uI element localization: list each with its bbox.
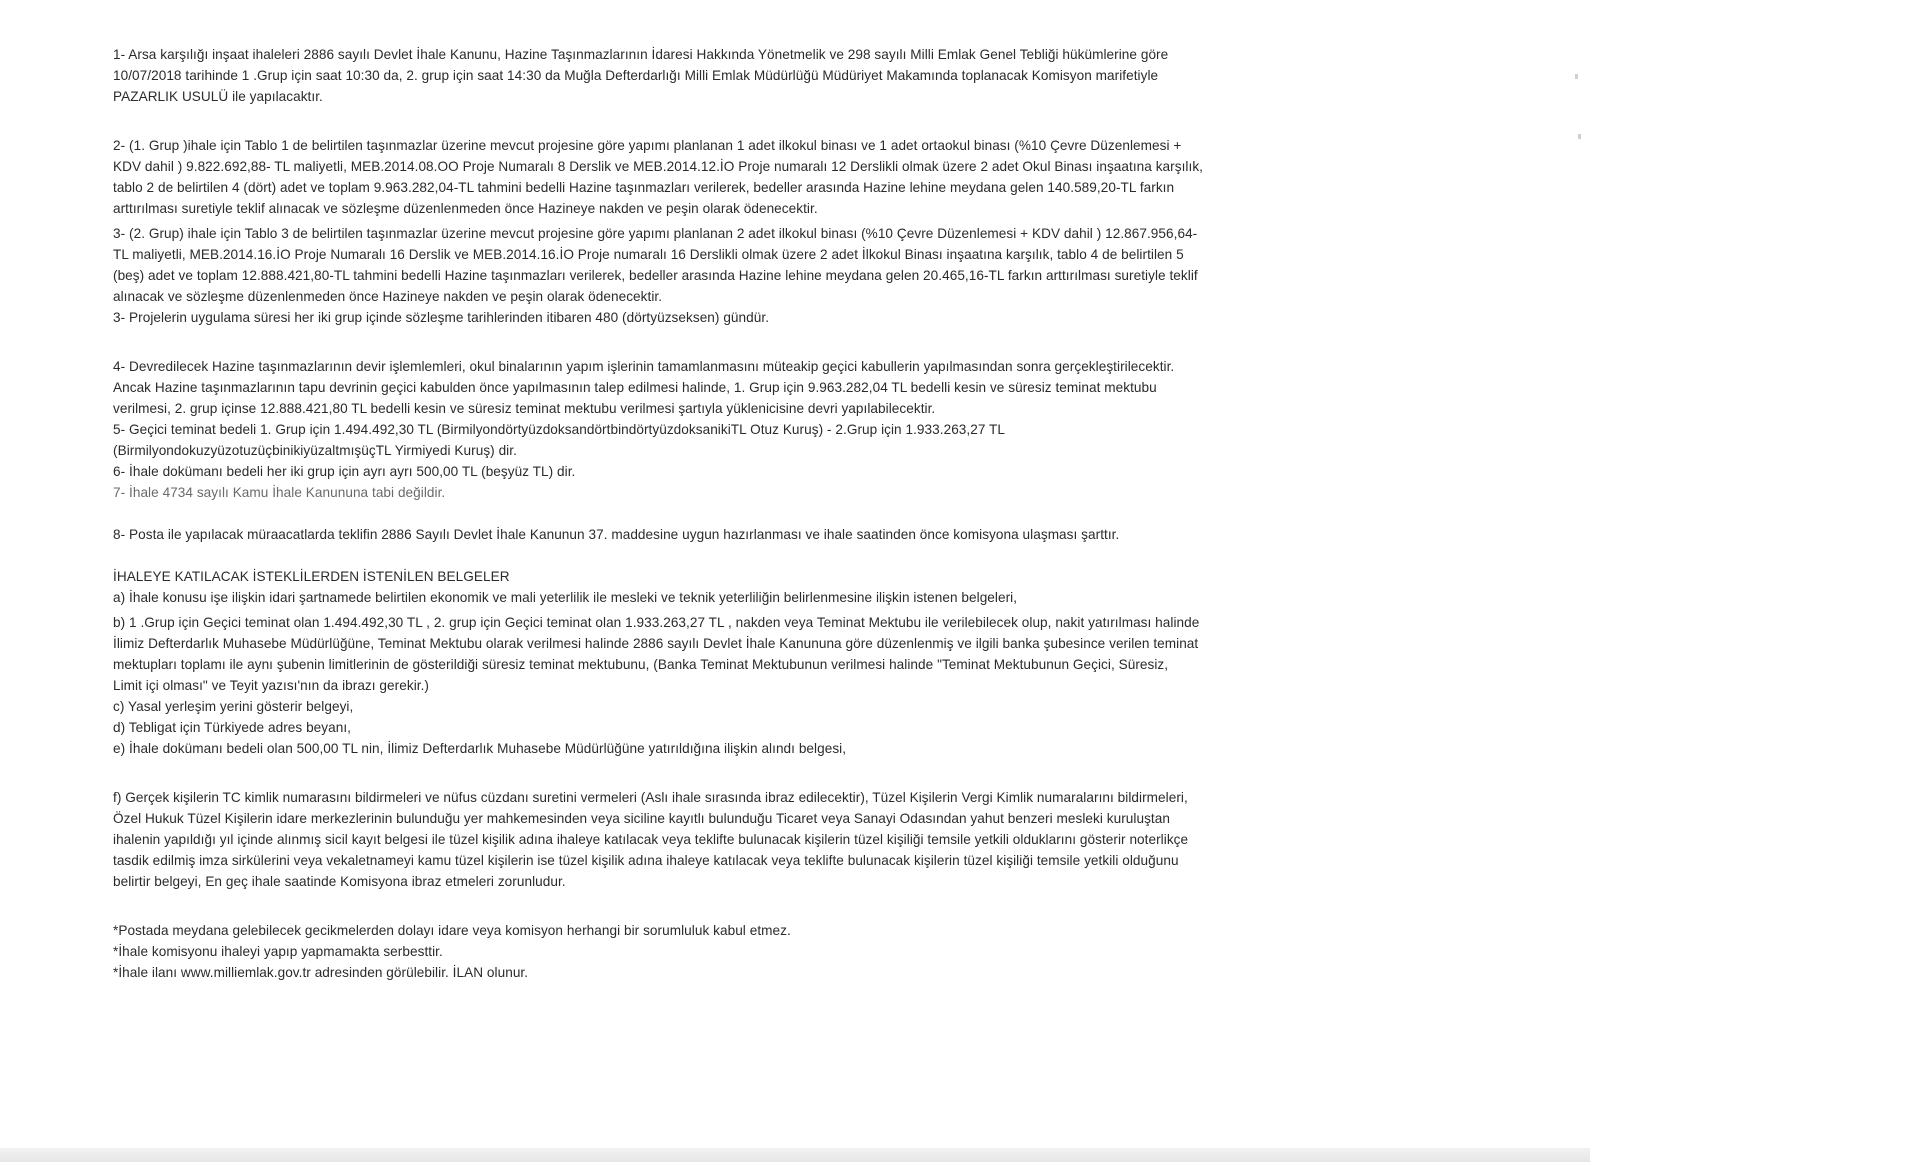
note-line: *Postada meydana gelebilecek gecikmelerden dolayı idare veya komisyon herhangi bir sorumluluk kabul etmez.: [113, 923, 791, 938]
text-line: belirtir belgeyi, En geç ihale saatinde Komisyona ibraz etmeleri zorunludur.: [113, 874, 566, 889]
text-line: 8- Posta ile yapılacak müraacatlarda teklifin 2886 Sayılı Devlet İhale Kanunun 37. maddesine uygun hazırlanması ve ihale saatinden önce komisyona ulaşması şarttır.: [113, 527, 1120, 542]
text-line: 5- Geçici teminat bedeli 1. Grup için 1.494.492,30 TL (BirmilyondörtyüzdoksandörtbindörtyüzdoksanikiTL Otuz Kuruş) - 2.Grup için 1.933.263,27 TL: [113, 422, 1006, 437]
list-item-f: [113, 787, 1333, 892]
paragraph-1: [113, 44, 1333, 107]
text-line: f) Gerçek kişilerin TC kimlik numarasını bildirmeleri ve nüfus cüzdanı suretini vermeleri (Aslı ihale sırasında ibraz edilecektir), Tüzel Kişilerin Vergi Kimlik numaralarını bildirmeleri,: [113, 790, 1188, 805]
text-line: Özel Hukuk Tüzel Kişilerin idare merkezlerinin bulunduğu yer mahkemesinden veya siciline kayıtlı bulunduğu Ticaret veya Sanayi Odasından yahut benzeri mesleki kuruluştan: [113, 811, 1170, 826]
text-line: TL maliyetli, MEB.2014.16.İO Proje Numaralı 16 Derslik ve MEB.2014.16.İO Proje numaralı 16 Derslikli olmak üzere 2 adet İlkokul Binası inşaatına karşılık, tablo 4 de belirtilen 5: [113, 247, 1184, 262]
documents-section: [113, 566, 1333, 608]
text-line: 3- Projelerin uygulama süresi her iki grup içinde sözleşme tarihlerinden itibaren 480 (dörtyüzseksen) gündür.: [113, 310, 770, 325]
text-line: 4- Devredilecek Hazine taşınmazlarının devir işlemlemleri, okul binalarının yapım işlerinin tamamlanmasını müteakip geçici kabullerin yapılmasından sonra gerçekleştirilecektir.: [113, 359, 1175, 374]
scan-mark: [1575, 74, 1578, 79]
spacer: [113, 328, 1333, 356]
text-line: mektupları toplamı ile aynı şubenin limitlerinin de gösterildiği süresiz teminat mektubunu, (Banka Teminat Mektubunun verilmesi halinde "Teminat Mektubunun Geçici, Süresiz,: [113, 657, 1169, 672]
text-line: ihalenin yapıldığı yıl içinde alınmış sicil kayıt belgesi ile tüzel kişilik adına ihaleye katılacak veya teklifte bulunacak kişilerin tüzel kişiliği temsile yetkili olduklarını gösterir noterlikçe: [113, 832, 1189, 847]
text-line: 7- İhale 4734 sayılı Kamu İhale Kanununa tabi değildir.: [113, 485, 446, 500]
list-item: a) İhale konusu işe ilişkin idari şartnamede belirtilen ekonomik ve mali yeterlilik ile mesleki ve teknik yeterliliğin belirlenmesine ilişkin istenen belgeleri,: [113, 590, 1018, 605]
text-line: Limit içi olması" ve Teyit yazısı'nın da ibrazı gerekir.): [113, 678, 429, 693]
text-line: tasdik edilmiş imza sirkülerini veya vekaletnameyi kamu tüzel kişilerin ise tüzel kişilik adına ihaleye katılacak veya teklifte bulunacak kişilerin tüzel kişiliği temsile yetkili olduğunu: [113, 853, 1179, 868]
text-line: 2- (1. Grup )ihale için Tablo 1 de belirtilen taşınmazlar üzerine mevcut projesine göre yapımı planlanan 1 adet ilkokul binası ve 1 adet ortaokul binası (%10 Çevre Düzenlemesi +: [113, 138, 1182, 153]
list-item-b: [113, 612, 1333, 759]
note-line: *İhale komisyonu ihaleyi yapıp yapmamakta serbesttir.: [113, 944, 443, 959]
list-item: d) Tebligat için Türkiyede adres beyanı,: [113, 720, 352, 735]
spacer: [113, 892, 1333, 920]
text-line: (BirmilyondokuzyüzotuzüçbinikiyüzaltmışüçTL Yirmiyedi Kuruş) dir.: [113, 443, 517, 458]
text-line: verilmesi, 2. grup içinse 12.888.421,80 TL bedelli kesin ve süresiz teminat mektubu verilmesi şartıyla yüklenicisine devri yapılabilecektir.: [113, 401, 936, 416]
paragraph-3: [113, 223, 1333, 328]
note-line: *İhale ilanı www.milliemlak.gov.tr adresinden görülebilir. İLAN olunur.: [113, 965, 529, 980]
scan-mark: [1578, 134, 1581, 139]
section-heading: İHALEYE KATILACAK İSTEKLİLERDEN İSTENİLEN BELGELER: [113, 569, 510, 584]
text-line: alınacak ve sözleşme düzenlenmeden önce Hazineye nakden ve peşin olarak ödenecektir.: [113, 289, 663, 304]
text-line: 3- (2. Grup) ihale için Tablo 3 de belirtilen taşınmazlar üzerine mevcut projesine göre yapımı planlanan 2 adet ilkokul binası (%10 Çevre Düzenlemesi + KDV dahil ) 12.867.956,64-: [113, 226, 1198, 241]
list-item: c) Yasal yerleşim yerini gösterir belgeyi,: [113, 699, 354, 714]
text-line: İlimiz Defterdarlık Muhasebe Müdürlüğüne, Teminat Mektubu olarak verilmesi halinde 2886 sayılı Devlet İhale Kanununa göre düzenlenmiş ve ilgili banka şubesince verilen teminat: [113, 636, 1199, 651]
spacer: [113, 759, 1333, 787]
scan-edge-band: [0, 1148, 1590, 1162]
text-line: (beş) adet ve toplam 12.888.421,80-TL tahmini bedelli Hazine taşınmazları verilerek, bedeller arasında Hazine lehine meydana gelen 20.465,16-TL farkın arttırılması suretiyle teklif: [113, 268, 1198, 283]
paragraph-4: [113, 356, 1333, 503]
text-line: Ancak Hazine taşınmazlarının tapu devrinin geçici kabulden önce yapılmasının talep edilmesi halinde, 1. Grup için 9.963.282,04 TL bedelli kesin ve süresiz teminat mektubu: [113, 380, 1157, 395]
text-line: b) 1 .Grup için Geçici teminat olan 1.494.492,30 TL , 2. grup için Geçici teminat olan 1.933.263,27 TL , nakden veya Teminat Mektubu ile verilebilecek olup, nakit yatırılması halinde: [113, 615, 1200, 630]
text-line: arttırılması suretiyle teklif alınacak ve sözleşme düzenlenmeden önce Hazineye nakden ve peşin olarak ödenecektir.: [113, 201, 818, 216]
spacer: [113, 545, 1333, 566]
text-line: KDV dahil ) 9.822.692,88- TL maliyetli, MEB.2014.08.OO Proje Numaralı 8 Derslik ve MEB.2014.12.İO Proje numaralı 12 Derslikli olmak üzere 2 adet Okul Binası inşaatına karşılık,: [113, 159, 1203, 174]
paragraph-2: [113, 135, 1333, 219]
paragraph-8: [113, 524, 1333, 545]
notice-document: [113, 44, 1333, 983]
text-line: 6- İhale dokümanı bedeli her iki grup için ayrı ayrı 500,00 TL (beşyüz TL) dir.: [113, 464, 576, 479]
text-line: tablo 2 de belirtilen 4 (dört) adet ve toplam 9.963.282,04-TL tahmini bedelli Hazine taşınmazları verilerek, bedeller arasında Hazine lehine meydana gelen 140.589,20-TL farkın: [113, 180, 1175, 195]
text-line: 1- Arsa karşılığı inşaat ihaleleri 2886 sayılı Devlet İhale Kanunu, Hazine Taşınmazlarının İdaresi Hakkında Yönetmelik ve 298 sayılı Milli Emlak Genel Tebliği hükümlerine göre: [113, 47, 1169, 62]
spacer: [113, 503, 1333, 524]
text-line: PAZARLIK USULÜ ile yapılacaktır.: [113, 89, 323, 104]
text-line: 10/07/2018 tarihinde 1 .Grup için saat 10:30 da, 2. grup için saat 14:30 da Muğla Defterdarlığı Milli Emlak Müdürlüğü Müdüriyet Makamında toplanacak Komisyon marifetiyle: [113, 68, 1159, 83]
spacer: [113, 107, 1333, 135]
notes: [113, 920, 1333, 983]
list-item: e) İhale dokümanı bedeli olan 500,00 TL nin, İlimiz Defterdarlık Muhasebe Müdürlüğüne yatırıldığına ilişkin alındı belgesi,: [113, 741, 847, 756]
